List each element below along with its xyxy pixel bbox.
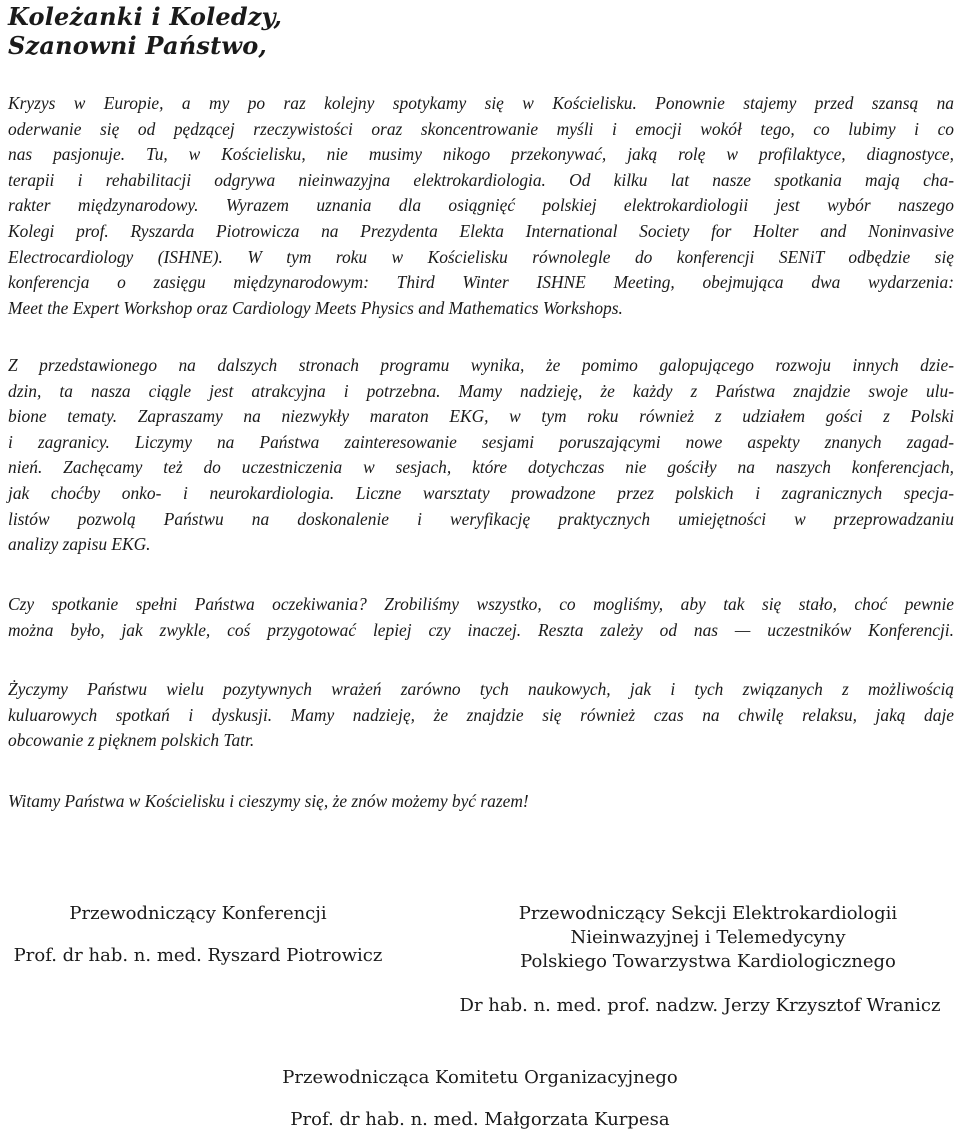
paragraph-line: rakter międzynarodowy. Wyrazem uznania dla osiągnięć polskiej elektrokardiologii jest wybór naszego <box>8 195 954 216</box>
paragraph-line: oderwanie się od pędzącej rzeczywistości oraz skoncentrowanie myśli i emocji wokół tego, co lubimy i co <box>8 118 954 139</box>
paragraph-line: dzin, ta nasza ciągle jest atrakcyjna i potrzebna. Mamy nadzieję, że każdy z Państwa znajdzie swoje ulu- <box>8 380 954 401</box>
paragraph-line: Z przedstawionego na dalszych stronach programu wynika, że pomimo galopującego rozwoju innych dzie- <box>8 355 954 375</box>
paragraph-line: Electrocardiology (ISHNE). W tym roku w Kościelisku równolegle do konferencji SENiT odbędzie się <box>8 246 954 267</box>
paragraph-line: Kolegi prof. Ryszarda Piotrowicza na Prezydenta Elekta International Society for Holter and Noninvasive <box>8 220 954 241</box>
paragraph-1 <box>8 91 954 321</box>
paragraph-line: obcowanie z pięknem polskich Tatr. <box>8 730 255 751</box>
signature-right-role-line: Nieinwazyjnej i Telemedycyny <box>570 927 846 948</box>
signature-right-role-line: Polskiego Towarzystwa Kardiologicznego <box>520 951 896 972</box>
greeting-line-2: Szanowni Państwo, <box>8 31 267 60</box>
signature-right-name: Dr hab. n. med. prof. nadzw. Jerzy Krzysztof Wranicz <box>459 995 941 1016</box>
greeting-line-1: Koleżanki i Koledzy, <box>8 2 283 31</box>
paragraph-4 <box>8 677 954 754</box>
paragraph-line: Życzymy Państwu wielu pozytywnych wrażeń zarówno tych naukowych, jak i tych związanych z możliwością <box>8 679 954 699</box>
signature-right-role <box>490 902 926 974</box>
paragraph-line: można było, jak zwykle, coś przygotować lepiej czy inaczej. Reszta zależy od nas — uczestników Konferencji. <box>8 619 954 640</box>
paragraph-line: Czy spotkanie spełni Państwa oczekiwania? Zrobiliśmy wszystko, co mogliśmy, aby tak się stało, choć pewnie <box>8 594 954 614</box>
signature-left-name: Prof. dr hab. n. med. Ryszard Piotrowicz <box>13 945 383 966</box>
signature-right-role-line: Przewodniczący Sekcji Elektrokardiologii <box>518 903 898 924</box>
paragraph-line: terapii i rehabilitacji odgrywa nieinwazyjna elektrokardiologia. Od kilku lat nasze spotkania mają cha- <box>8 169 954 190</box>
paragraph-line: Kryzys w Europie, a my po raz kolejny spotykamy się w Kościelisku. Ponownie stajemy przed szansą na <box>8 93 954 113</box>
signature-bottom-role: Przewodnicząca Komitetu Organizacyjnego <box>282 1067 678 1088</box>
paragraph-5 <box>8 789 954 815</box>
paragraph-line: i zagranicy. Liczymy na Państwa zainteresowanie sesjami poruszającymi nowe aspekty znanych zagad- <box>8 431 954 452</box>
paragraph-line: kuluarowych spotkań i dyskusji. Mamy nadzieję, że znajdzie się również czas na chwilę relaksu, jaką daje <box>8 704 954 725</box>
paragraph-line: Meet the Expert Workshop oraz Cardiology Meets Physics and Mathematics Workshops. <box>8 297 623 318</box>
paragraph-line: konferencja o zasięgu międzynarodowym: Third Winter ISHNE Meeting, obejmująca dwa wydarzenia: <box>8 272 954 293</box>
paragraph-line: nień. Zachęcamy też do uczestniczenia w sesjach, które dotychczas nie gościły na naszych konferencjach, <box>8 457 954 478</box>
paragraph-line: listów pozwolą Państwu na doskonalenie i weryfikację praktycznych umiejętności w przeprowadzaniu <box>8 508 954 529</box>
paragraph-3 <box>8 592 954 643</box>
paragraph-line: bione tematy. Zapraszamy na niezwykły maraton EKG, w tym roku również z udziałem gości z Polski <box>8 406 954 427</box>
paragraph-line: jak choćby onko- i neurokardiologia. Liczne warsztaty prowadzone przez polskich i zagranicznych specja- <box>8 482 954 503</box>
greeting <box>8 2 282 60</box>
signature-bottom-name: Prof. dr hab. n. med. Małgorzata Kurpesa <box>290 1109 670 1130</box>
paragraph-2 <box>8 353 954 558</box>
signature-left-role: Przewodniczący Konferencji <box>69 903 327 924</box>
paragraph-line: Witamy Państwa w Kościelisku i cieszymy się, że znów możemy być razem! <box>8 791 529 811</box>
paragraph-line: nas pasjonuje. Tu, w Kościelisku, nie musimy nikogo przekonywać, jaką rolę w profilaktyce, diagnostyce, <box>8 144 954 165</box>
paragraph-line: analizy zapisu EKG. <box>8 534 151 555</box>
